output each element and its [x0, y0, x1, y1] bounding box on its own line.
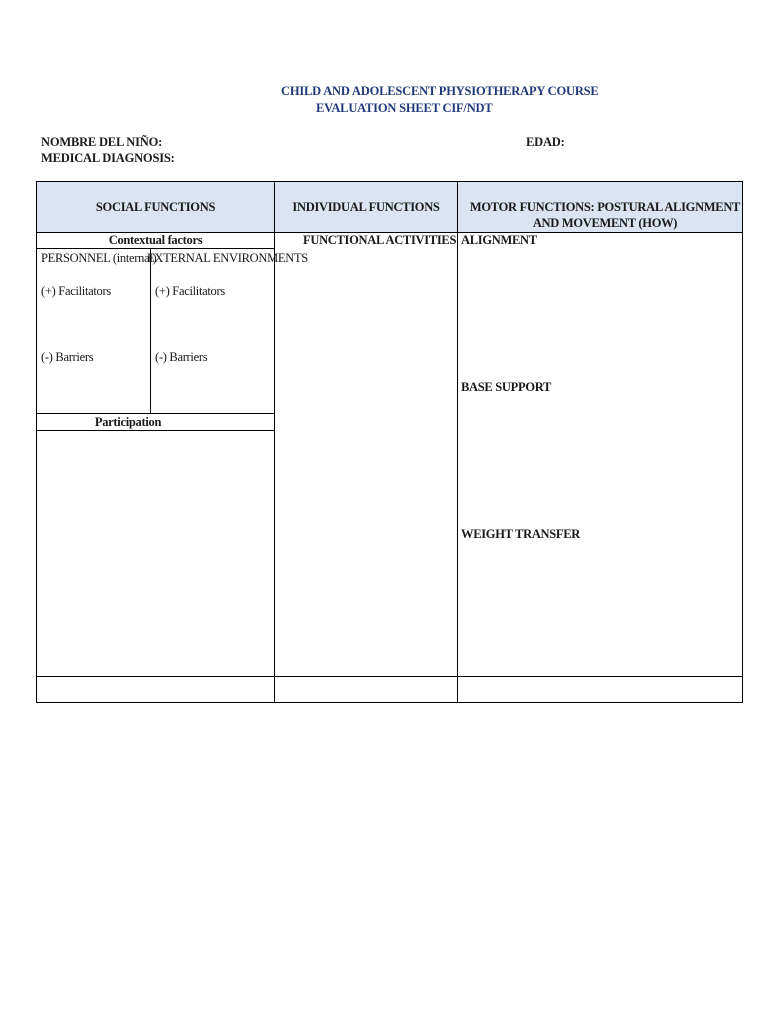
barriers-left-label: (-) Barriers: [41, 350, 94, 364]
weight-transfer-label: WEIGHT TRANSFER: [461, 527, 581, 541]
personnel-label: PERSONNEL (internal): [41, 251, 157, 265]
participation-top-divider: [37, 413, 274, 414]
age-label: EDAD:: [526, 135, 565, 149]
facilitators-left-label: (+) Facilitators: [41, 284, 111, 298]
participation-label: Participation: [94, 415, 162, 429]
document-title: [0, 84, 768, 120]
course-title: CHILD AND ADOLESCENT PHYSIOTHERAPY COURSE: [281, 84, 599, 98]
column-divider-2: [457, 182, 458, 702]
footer-row-divider: [37, 676, 742, 677]
sheet-title: EVALUATION SHEET CIF/NDT: [316, 101, 493, 115]
col-header-individual: INDIVIDUAL FUNCTIONS: [292, 200, 440, 214]
evaluation-table: [36, 181, 743, 703]
facilitators-right-label: (+) Facilitators: [155, 284, 225, 298]
medical-diagnosis-label: MEDICAL DIAGNOSIS:: [41, 151, 175, 165]
participation-bottom-divider: [37, 430, 274, 431]
child-name-label: NOMBRE DEL NIÑO:: [41, 135, 163, 149]
col-header-motor: MOTOR FUNCTIONS: POSTURAL ALIGNMENT AND MOVEMENT (HOW): [469, 200, 741, 230]
base-support-label: BASE SUPPORT: [461, 380, 552, 394]
col-header-social: SOCIAL FUNCTIONS: [95, 200, 216, 214]
external-label: EXTERNAL ENVIRONMENTS: [147, 251, 308, 265]
contextual-factors-label: Contextual factors: [108, 233, 203, 247]
contextual-divider: [37, 248, 274, 249]
contextual-split: [150, 248, 151, 413]
barriers-right-label: (-) Barriers: [155, 350, 208, 364]
functional-activities-label: FUNCTIONAL ACTIVITIES: [303, 233, 457, 247]
alignment-label: ALIGNMENT: [461, 233, 537, 247]
